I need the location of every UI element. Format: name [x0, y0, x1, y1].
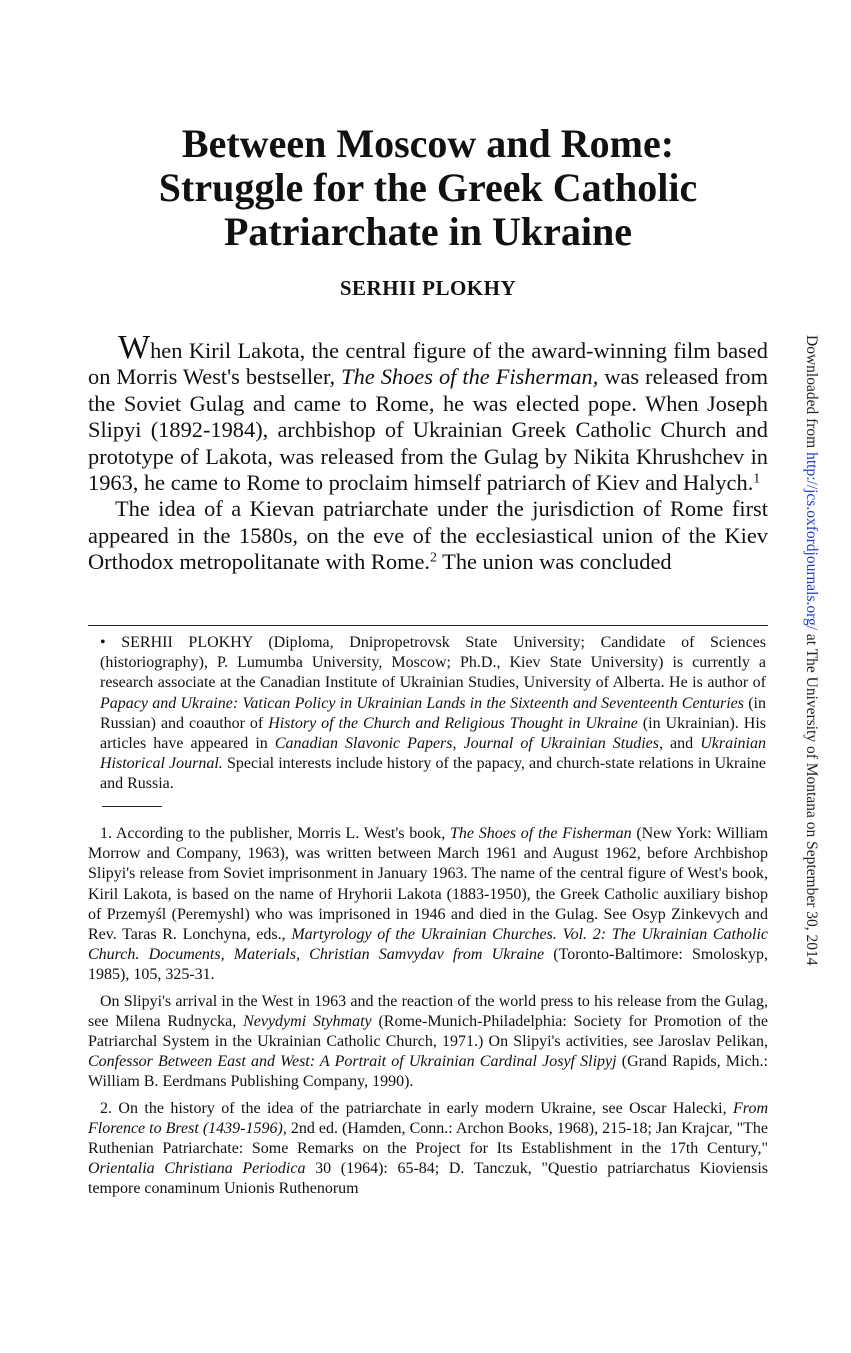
body-paragraph: The idea of a Kievan patriarchate under the jurisdiction of Rome first appeared in the 1580s, on the eve of the ecclesiastical union of the Kiev Orthodox metropolitanate with Rome.$^2$ The union was concluded [88, 496, 768, 575]
notes-separator [102, 806, 162, 807]
download-notice: Downloaded from http://jcs.oxfordjournals.org/ at The University of Montana on September 30, 2014 [803, 335, 820, 966]
bullet: • [100, 634, 106, 651]
footnote-1: 1. According to the publisher, Morris L. West's book, The Shoes of the Fisherman (New York: William Morrow and Company, 1963), was written between March 1961 and August 1962, before Archbishop Slipyi's release from Soviet imprisonment in January 1963. The name of the central figure of West's book, Kiril Lakota, is based on the name of Hryhorii Lakota (1883-1950), the Greek Catholic auxiliary bishop of Przemyśl (Peremyshl) who was imprisoned in 1946 and died in the Gulag. See Osyp Zinkevych and Rev. Taras R. Lonchyna, eds., Martyrology of the Ukrainian Churches. Vol. 2: The Ukrainian Catholic Church. Documents, Materials, Christian Samvydav from Ukraine (Toronto-Baltimore: Smoloskyp, 1985), 105, 325-31. [88, 825, 768, 984]
download-watermark [803, 335, 832, 995]
body-paragraph: When Kiril Lakota, the central figure of the award-winning film based on Morris West's bestseller, The Shoes of the Fisherman, was released from the Soviet Gulag and came to Rome, he was elected pope. When Joseph Slipyi (1892-1984), archbishop of Ukrainian Greek Catholic Church and prototype of Lakota, was released from the Gulag by Nikita Khrushchev in 1963, he came to Rome to proclaim himself patriarch of Kiev and Halych.$^1$ [88, 329, 768, 496]
footnotes [88, 824, 768, 1206]
article-author: SERHII PLOKHY [339, 276, 517, 300]
footnote-ref[interactable]: 2 [430, 550, 437, 566]
article-body [88, 329, 768, 576]
title-line: Between Moscow and Rome: [181, 121, 675, 166]
drop-cap: W [118, 329, 151, 366]
title-line: Struggle for the Greek Catholic [158, 165, 698, 210]
footnote-separator [88, 625, 768, 626]
article-title [88, 122, 768, 254]
title-line: Patriarchate in Ukraine [223, 209, 633, 254]
journal-link[interactable]: http://jcs.oxfordjournals.org/ [803, 452, 820, 631]
author-bio: • SERHII PLOKHY (Diploma, Dnipropetrovsk State University; Candidate of Sciences (historiography), P. Lumumba University, Moscow; Ph.D., Kiev State University) is currently a research associate at the Canadian Institute of Ukrainian Studies, University of Alberta. He is author of Papacy and Ukraine: Vatican Policy in Ukrainian Lands in the Sixteenth and Seventeenth Centuries (in Russian) and coauthor of History of the Church and Religious Thought in Ukraine (in Ukrainian). His articles have appeared in Canadian Slavonic Papers, Journal of Ukrainian Studies, and Ukrainian Historical Journal. Special interests include history of the papacy, and church-state relations in Ukraine and Russia. [100, 634, 767, 793]
footnote-ref[interactable]: 1 [753, 471, 761, 487]
footnote-2: 2. On the history of the idea of the patriarchate in early modern Ukraine, see Oscar Halecki, From Florence to Brest (1439-1596), 2nd ed. (Hamden, Conn.: Archon Books, 1968), 215-18; Jan Krajcar, "The Ruthenian Patriarchate: Some Remarks on the Project for Its Establishment in the 17th Century," Orientalia Christiana Periodica 30 (1964): 65-84; D. Tanczuk, "Questio patriarchatus Kioviensis tempore conaminum Unionis Ruthenorum [88, 1099, 769, 1198]
footnote-1-continued: On Slipyi's arrival in the West in 1963 and the reaction of the world press to his release from the Gulag, see Milena Rudnycka, Nevydymi Styhmaty (Rome-Munich-Philadelphia: Society for Promotion of the Patriarchal System in the Ukrainian Catholic Church, 1971.) On Slipyi's activities, see Jaroslav Pelikan, Confessor Between East and West: A Portrait of Ukrainian Cardinal Josyf Slipyj (Grand Rapids, Mich.: William B. Eerdmans Publishing Company, 1990). [88, 992, 769, 1091]
